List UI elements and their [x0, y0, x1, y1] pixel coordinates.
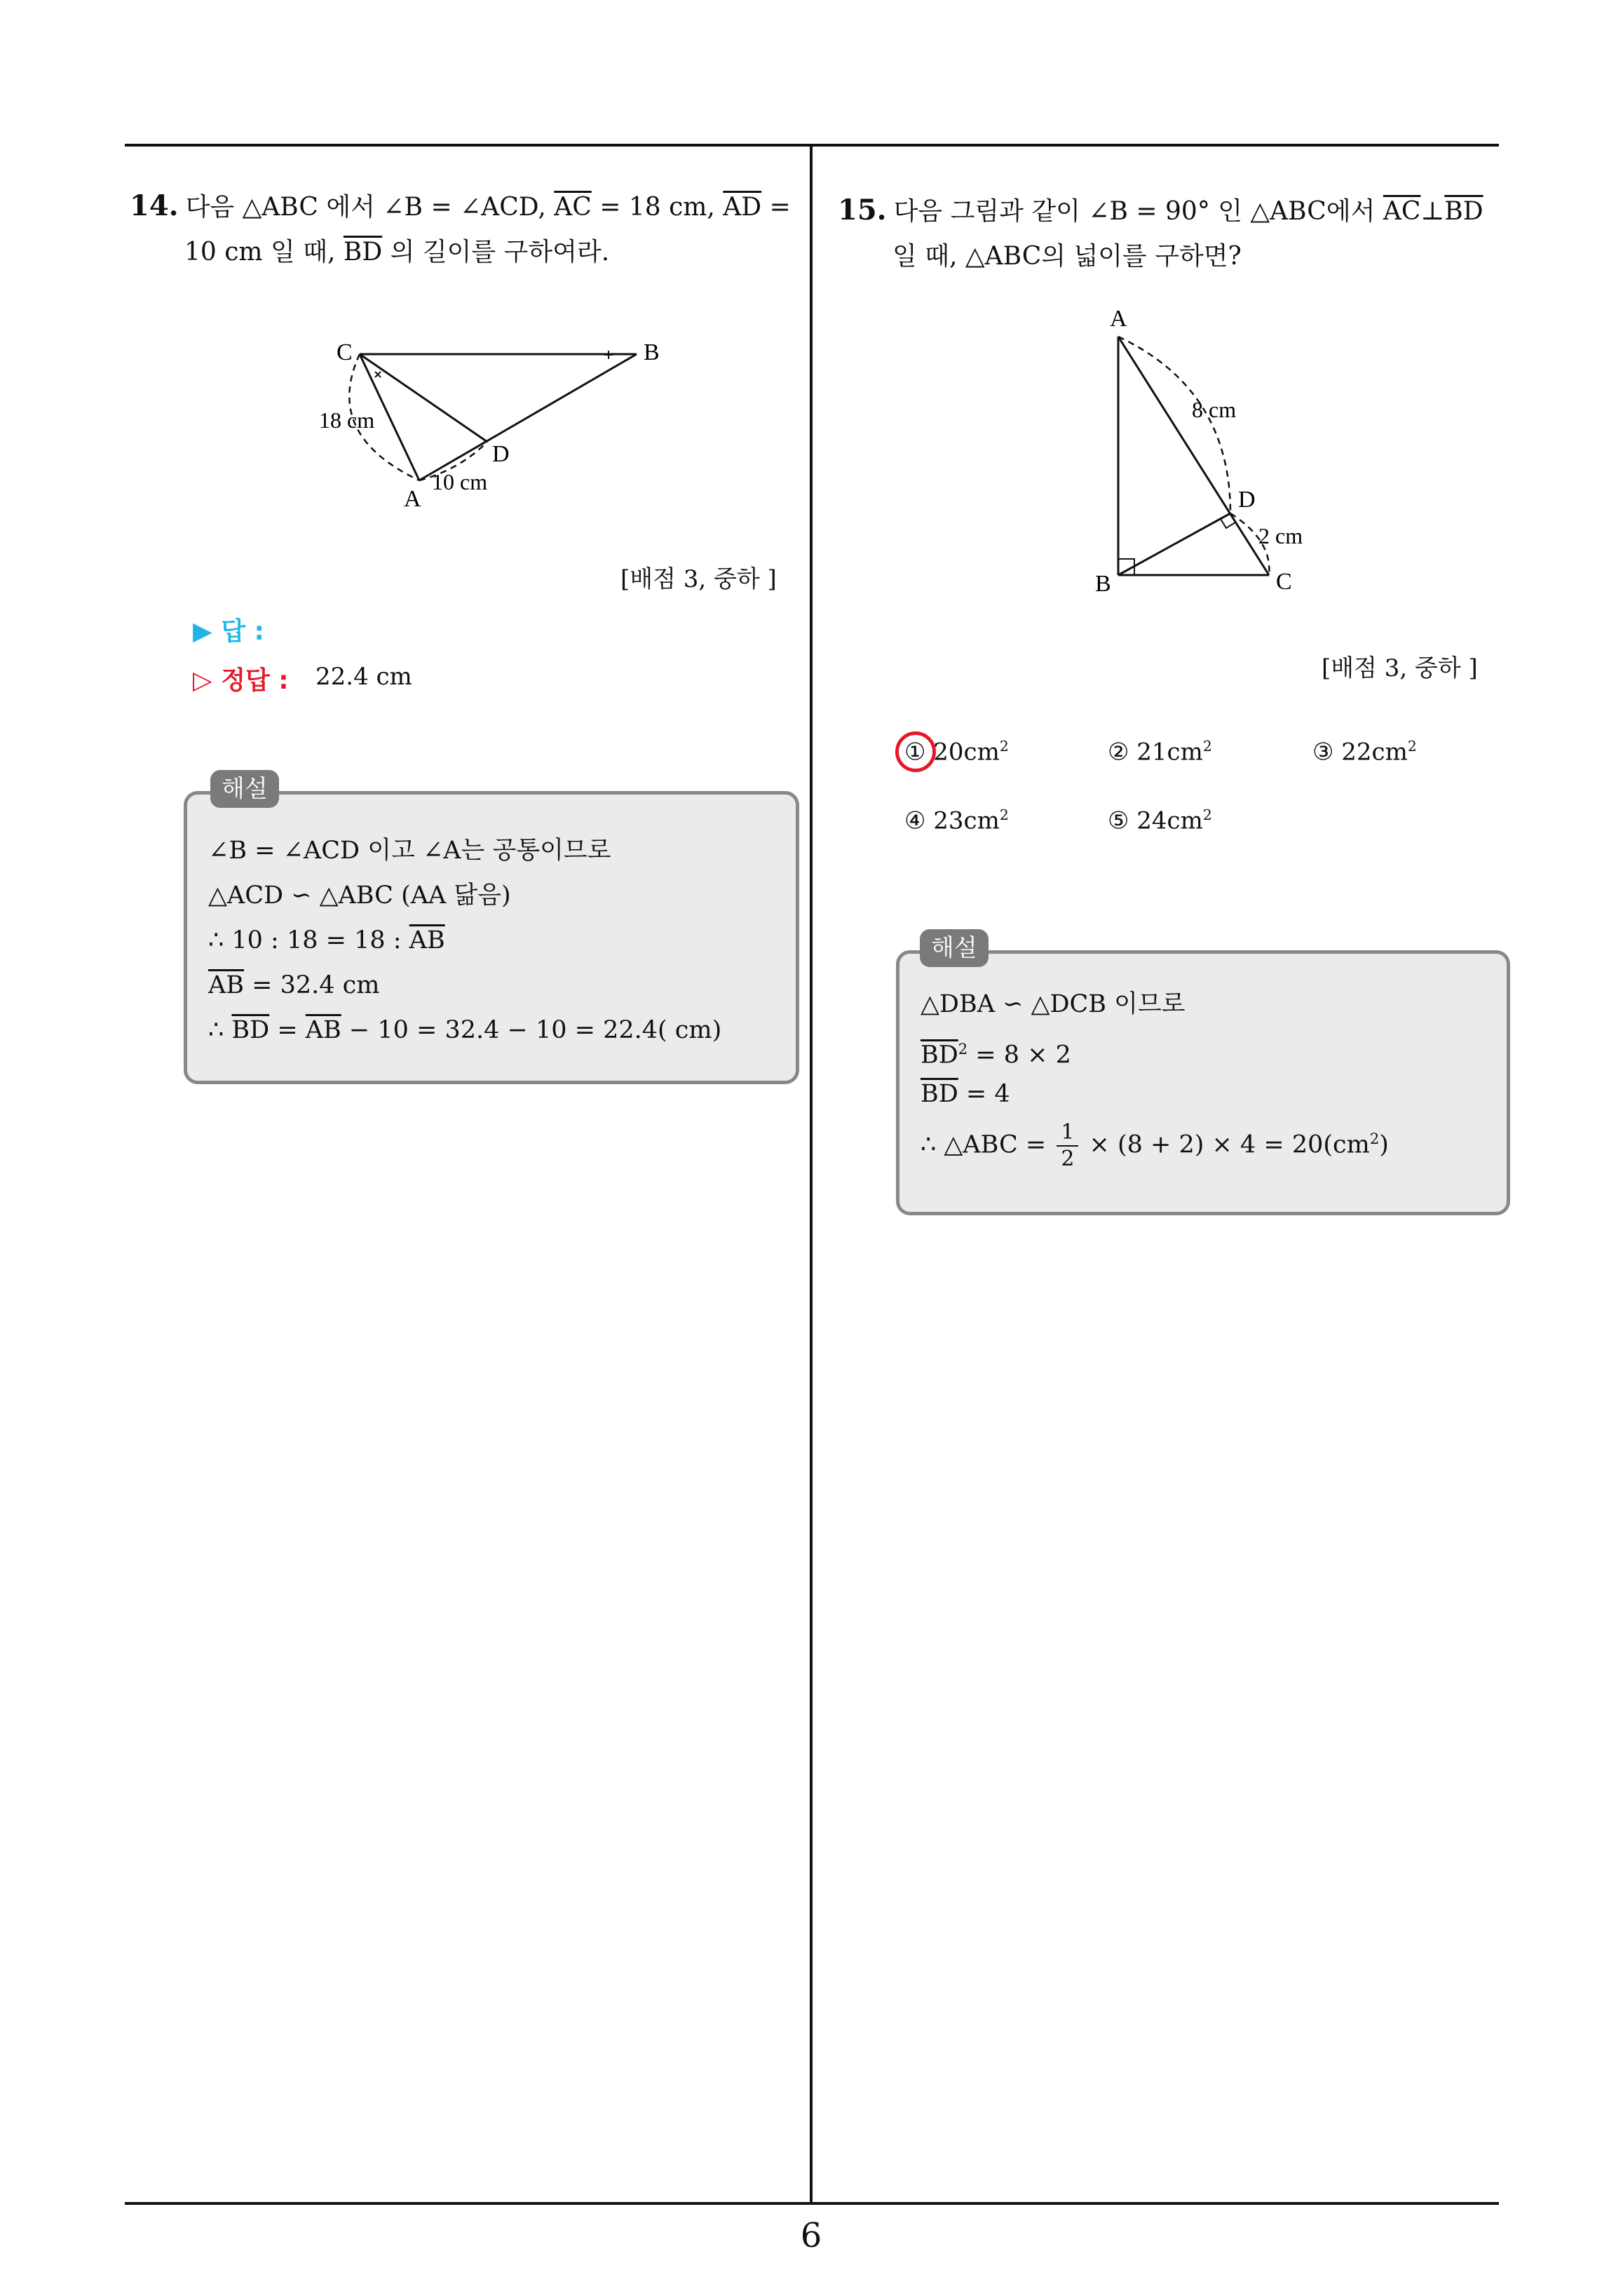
q15-choice-3[interactable] — [1312, 738, 1417, 766]
q14-sol-line2: △ACD ∽ △ABC (AA 닮음) — [208, 882, 511, 910]
q15-score: [배점 3, 중하 ] — [1322, 654, 1478, 682]
q15-choice-2[interactable] — [1108, 738, 1212, 766]
q14-line2 — [130, 230, 803, 275]
q15-sol-line4-close: ) — [1379, 1130, 1389, 1159]
q15-number: 15. — [838, 194, 887, 227]
q15-choice-4-sup: 2 — [999, 806, 1009, 823]
q15-sol-line2 — [921, 1027, 1071, 1078]
q14-ac: $\overline{AC}$ — [554, 193, 592, 222]
q14-sol-line1: ∠B = ∠ACD 이고 ∠A는 공통이므로 — [208, 837, 611, 865]
q14-line1-mid: = 18 cm, — [591, 193, 724, 222]
q14-segment-cd — [360, 354, 487, 442]
q15-sol-line2-sup: 2 — [958, 1041, 968, 1058]
q15-sol-line4 — [921, 1116, 1389, 1172]
bottom-rule — [125, 2202, 1499, 2205]
q14-sol-line5-post: − 10 = 32.4 − 10 = 22.4( cm) — [341, 1016, 722, 1044]
q15-triangle-figure — [1080, 298, 1346, 600]
q15-solution-tag: 해설 — [920, 929, 989, 967]
column-divider — [810, 144, 813, 2205]
q15-sol-frac-den: 2 — [1061, 1147, 1075, 1172]
q15-sol-line3-post: = 4 — [958, 1080, 1010, 1108]
q15-perp: ⊥ — [1420, 197, 1445, 226]
q15-sol-line4-pre: ∴ △ABC = — [921, 1130, 1054, 1159]
q14-sol-line5-ab: $\overline{AB}$ — [305, 1016, 341, 1044]
q14-ad: $\overline{AD}$ — [723, 193, 762, 222]
q14-line1 — [130, 184, 803, 230]
q15-choice-5-value: 24cm — [1136, 806, 1203, 835]
q15-sol-fraction — [1057, 1120, 1078, 1172]
q15-sol-line4-post: × (8 + 2) × 4 = 20(cm — [1081, 1130, 1370, 1159]
page-number: 6 — [800, 2216, 822, 2255]
q14-sol-line3-pre: ∴ 10 : 18 = 18 : — [208, 926, 409, 954]
q15-choice-4-mark: ④ — [904, 806, 926, 835]
q15-choice-2-mark: ② — [1108, 738, 1129, 767]
q15-label-2cm: 2 cm — [1258, 523, 1303, 548]
q15-sol-line2-post: = 8 × 2 — [967, 1041, 1071, 1069]
q14-label-10cm: 10 cm — [432, 469, 488, 494]
q14-label-a: A — [404, 486, 421, 512]
q14-sol-line5-mid: = — [269, 1016, 306, 1044]
q14-sol-line5-pre: ∴ — [208, 1016, 232, 1044]
q14-label-d: D — [492, 441, 510, 467]
q15-choice-1-sup: 2 — [999, 738, 1009, 755]
q15-label-b: B — [1095, 571, 1111, 597]
q15-sol-line2-bd: $\overline{BD}$ — [921, 1041, 958, 1069]
q14-solution-tag: 해설 — [210, 770, 279, 808]
q14-sol-line4-post: = 32.4 cm — [244, 971, 380, 999]
q14-number: 14. — [130, 189, 179, 222]
q15-choice-2-sup: 2 — [1202, 738, 1212, 755]
q14-label-c: C — [337, 339, 353, 365]
q14-bd: $\overline{BD}$ — [343, 238, 383, 266]
q14-triangle-figure — [308, 330, 687, 519]
q15-stem — [838, 188, 1511, 279]
q15-line1 — [838, 188, 1511, 234]
q14-sol-line3-ab: $\overline{AB}$ — [409, 926, 445, 954]
q14-sol-line5-bd: $\overline{BD}$ — [231, 1016, 270, 1044]
q14-line2-pre: 10 cm 일 때, — [184, 238, 344, 266]
q14-correct-label: ▷ 정답 : — [193, 666, 289, 695]
q15-choice-5-mark: ⑤ — [1108, 806, 1129, 835]
q14-sol-line5 — [208, 1008, 721, 1053]
q14-stem — [130, 184, 803, 275]
q15-choice-1-value: 20cm — [933, 738, 1000, 767]
q15-bd: $\overline{BD}$ — [1444, 197, 1483, 226]
q15-line2: 일 때, △ABC의 넓이를 구하면? — [892, 242, 1242, 271]
q15-solution-box — [896, 950, 1510, 1215]
q14-label-b: B — [644, 339, 660, 365]
q14-correct-value: 22.4 cm — [315, 663, 412, 691]
q15-ac: $\overline{AC}$ — [1383, 197, 1421, 226]
q15-choice-5-sup: 2 — [1202, 806, 1212, 823]
q15-choice-3-mark: ③ — [1312, 738, 1334, 767]
q14-answer-label: ▶ 답 : — [193, 617, 264, 646]
q15-choice-4-value: 23cm — [933, 806, 1000, 835]
q14-line1-pre: 다음 △ABC 에서 ∠B = ∠ACD, — [185, 193, 555, 222]
q15-choice-4[interactable] — [904, 806, 1009, 835]
q14-score: [배점 3, 중하 ] — [620, 565, 777, 593]
q14-label-18cm: 18 cm — [319, 407, 375, 433]
q15-choice-5[interactable] — [1108, 806, 1212, 835]
q14-line2-post: 의 길이를 구하여라. — [382, 238, 610, 266]
q15-sol-line3-bd: $\overline{BD}$ — [921, 1080, 958, 1108]
q14-sol-line3 — [208, 918, 445, 963]
q15-segment-ac — [1118, 337, 1269, 575]
q15-choice-3-sup: 2 — [1407, 738, 1417, 755]
q14-solution-box — [184, 791, 799, 1084]
q15-right-angle-d — [1221, 519, 1235, 528]
q14-sol-line4-ab: $\overline{AB}$ — [208, 971, 244, 999]
q15-label-8cm: 8 cm — [1192, 397, 1237, 422]
q15-label-a: A — [1110, 306, 1127, 332]
q15-sol-line3 — [921, 1072, 1010, 1116]
q14-angle-mark-b — [604, 351, 613, 359]
q15-choice-1-mark: ① — [904, 738, 926, 767]
q15-sol-frac-num: 1 — [1057, 1120, 1078, 1147]
q15-line1-pre: 다음 그림과 같이 ∠B = 90° 인 △ABC에서 — [893, 197, 1383, 226]
q15-label-d: D — [1238, 487, 1256, 513]
q14-angle-mark-c — [375, 372, 381, 377]
q15-label-c: C — [1276, 569, 1292, 595]
q15-choice-3-value: 22cm — [1341, 738, 1408, 767]
q14-line1-post: = — [761, 193, 791, 222]
q15-choice-2-value: 21cm — [1136, 738, 1203, 767]
q15-sol-line1: △DBA ∽ △DCB 이므로 — [921, 990, 1186, 1018]
q15-choice-1[interactable] — [904, 738, 1009, 766]
q14-sol-line4 — [208, 963, 379, 1008]
q15-sol-line4-sup: 2 — [1369, 1130, 1380, 1147]
